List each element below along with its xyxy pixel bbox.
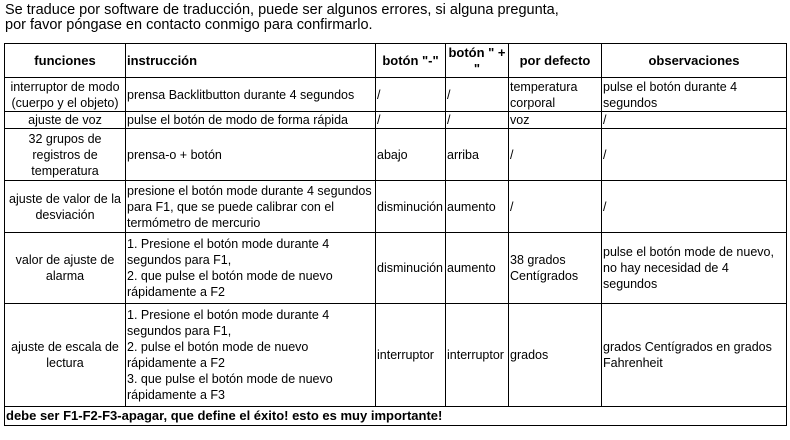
cell-por-defecto: grados [509, 304, 602, 407]
cell-instruccion: presione el botón mode durante 4 segundos para F1, que se puede calibrar con el termómetro de mercurio [126, 181, 376, 233]
table-row [5, 233, 787, 304]
cell-boton-menos: abajo [376, 129, 446, 181]
footer-note: debe ser F1-F2-F3-apagar, que define el éxito! esto es muy importante! [5, 407, 787, 426]
cell-instruccion: pulse el botón de modo de forma rápida [126, 112, 376, 129]
cell-funcion: 32 grupos de registros de temperatura [5, 129, 126, 181]
table-footer-row [5, 407, 787, 426]
cell-observaciones: / [602, 129, 787, 181]
cell-boton-menos: / [376, 78, 446, 112]
intro-note [5, 3, 785, 33]
cell-boton-menos: disminución [376, 233, 446, 304]
cell-observaciones: grados Centígrados en grados Fahrenheit [602, 304, 787, 407]
cell-por-defecto: / [509, 181, 602, 233]
table-header-row [5, 44, 787, 78]
cell-funcion: interruptor de modo (cuerpo y el objeto) [5, 78, 126, 112]
cell-funcion: ajuste de escala de lectura [5, 304, 126, 407]
cell-boton-mas: aumento [446, 181, 509, 233]
cell-por-defecto: 38 grados Centígrados [509, 233, 602, 304]
header-instruccion: instrucción [126, 44, 376, 78]
cell-observaciones: pulse el botón mode de nuevo, no hay necesidad de 4 segundos [602, 233, 787, 304]
cell-por-defecto: voz [509, 112, 602, 129]
cell-observaciones: / [602, 112, 787, 129]
cell-funcion: valor de ajuste de alarma [5, 233, 126, 304]
cell-boton-mas: arriba [446, 129, 509, 181]
cell-por-defecto: temperatura corporal [509, 78, 602, 112]
cell-instruccion: 1. Presione el botón mode durante 4 segundos para F1, 2. que pulse el botón mode de nuevo rápidamente a F2 [126, 233, 376, 304]
cell-boton-mas: aumento [446, 233, 509, 304]
cell-boton-mas: / [446, 78, 509, 112]
cell-funcion: ajuste de voz [5, 112, 126, 129]
cell-instruccion: prensa-o + botón [126, 129, 376, 181]
cell-boton-mas: interruptor [446, 304, 509, 407]
header-observaciones: observaciones [602, 44, 787, 78]
cell-por-defecto: / [509, 129, 602, 181]
cell-boton-menos: interruptor [376, 304, 446, 407]
cell-instruccion: prensa Backlitbutton durante 4 segundos [126, 78, 376, 112]
intro-line-1: Se traduce por software de traducción, puede ser algunos errores, si alguna pregunta, [5, 2, 559, 18]
cell-boton-mas: / [446, 112, 509, 129]
header-boton-mas: botón " + " [446, 44, 509, 78]
cell-boton-menos: / [376, 112, 446, 129]
intro-line-2: por favor póngase en contacto conmigo para confirmarlo. [5, 17, 373, 33]
table-row [5, 78, 787, 112]
table-row [5, 112, 787, 129]
header-boton-menos: botón "-" [376, 44, 446, 78]
cell-observaciones: pulse el botón durante 4 segundos [602, 78, 787, 112]
cell-boton-menos: disminución [376, 181, 446, 233]
header-funciones: funciones [5, 44, 126, 78]
cell-instruccion: 1. Presione el botón mode durante 4 segundos para F1, 2. pulse el botón mode de nuevo rápidamente a F2 3. que pulse el botón mode de nuevo rápidamente a F3 [126, 304, 376, 407]
cell-funcion: ajuste de valor de la desviación [5, 181, 126, 233]
functions-table [4, 43, 787, 426]
cell-observaciones: / [602, 181, 787, 233]
table-row [5, 129, 787, 181]
table-row [5, 181, 787, 233]
header-por-defecto: por defecto [509, 44, 602, 78]
table-row [5, 304, 787, 407]
